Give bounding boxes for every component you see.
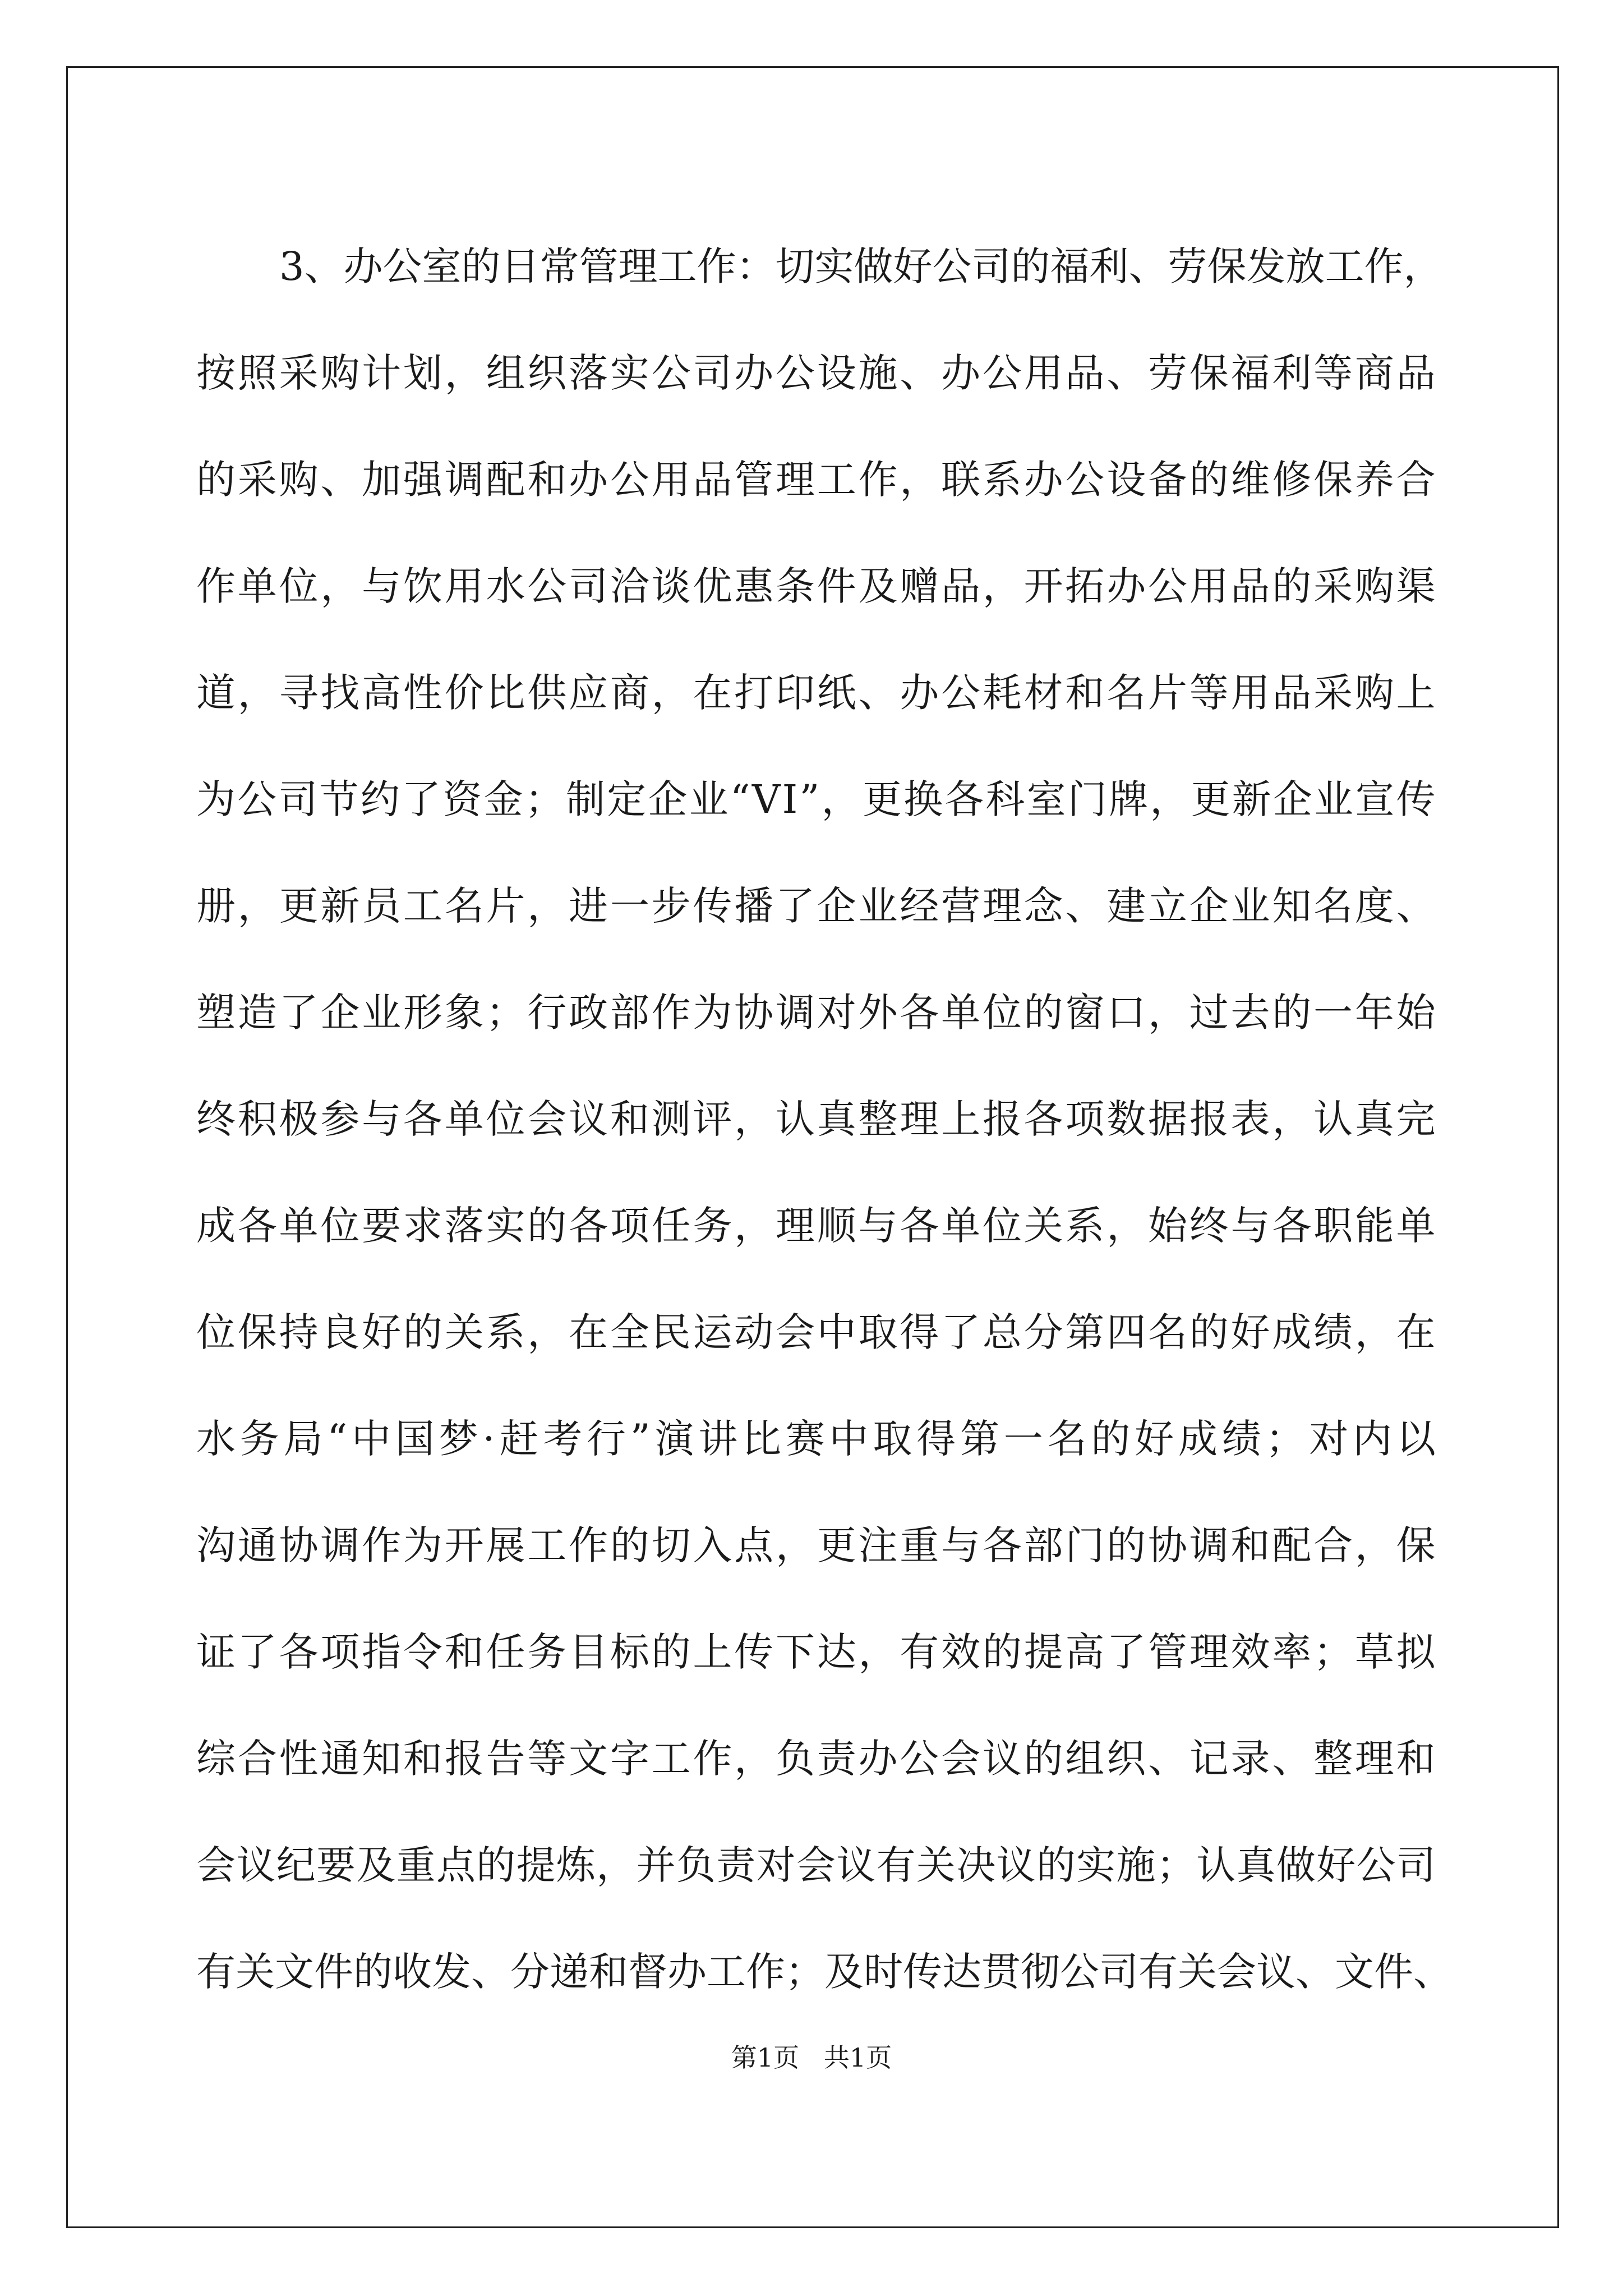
paragraph-line: 证 了 各 项 指 令 和 任 务 目 标 的 上 传 下 达 ， 有 效 的 提 高 了 管 理 效 率 ； 草 拟 [196, 1629, 1436, 1675]
paragraph-line: 有 关 文 件 的 收 发 、 分 递 和 督 办 工 作 ； 及 时 传 达 贯 彻 公 司 有 关 会 议 、 文 件 、 [196, 1949, 1453, 1995]
paragraph-line: 成 各 单 位 要 求 落 实 的 各 项 任 务 ， 理 顺 与 各 单 位 关 系 ， 始 终 与 各 职 能 单 [196, 1203, 1436, 1249]
paragraph-line: 终 积 极 参 与 各 单 位 会 议 和 测 评 ， 认 真 整 理 上 报 各 项 数 据 报 表 ， 认 真 完 [196, 1096, 1436, 1142]
paragraph-line: 为 公 司 节 约 了 资 金 ； 制 定 企 业 “ V I ” ， 更 换 各 科 室 门 牌 ， 更 新 企 业 宣 传 [196, 776, 1436, 822]
paragraph-line: 作 单 位 ， 与 饮 用 水 公 司 洽 谈 优 惠 条 件 及 赠 品 ， 开 拓 办 公 用 品 的 采 购 渠 [196, 563, 1436, 609]
paragraph-line: 会 议 纪 要 及 重 点 的 提 炼 ， 并 负 责 对 会 议 有 关 决 议 的 实 施 ； 认 真 做 好 公 司 [196, 1842, 1436, 1888]
paragraph-line: 沟 通 协 调 作 为 开 展 工 作 的 切 入 点 ， 更 注 重 与 各 部 门 的 协 调 和 配 合 ， 保 [196, 1522, 1436, 1568]
document-body [196, 213, 1453, 2025]
paragraph-line: 的 采 购 、 加 强 调 配 和 办 公 用 品 管 理 工 作 ， 联 系 办 公 设 备 的 维 修 保 养 合 [196, 457, 1436, 503]
paragraph-line: 位 保 持 良 好 的 关 系 ， 在 全 民 运 动 会 中 取 得 了 总 分 第 四 名 的 好 成 绩 ， 在 [196, 1309, 1436, 1355]
paragraph-line: 水 务 局 “ 中 国 梦 · 赶 考 行 ” 演 讲 比 赛 中 取 得 第 一 名 的 好 成 绩 ； 对 内 以 [196, 1416, 1436, 1462]
paragraph-line: 3 、 办 公 室 的 日 常 管 理 工 作 ： 切 实 做 好 公 司 的 福 利 、 劳 保 发 放 工 作 ， [279, 243, 1443, 289]
paragraph-line: 综 合 性 通 知 和 报 告 等 文 字 工 作 ， 负 责 办 公 会 议 的 组 织 、 记 录 、 整 理 和 [196, 1736, 1436, 1782]
page-number-footer: 第1页 共1页 [731, 2042, 892, 2073]
paragraph-line: 塑 造 了 企 业 形 象 ； 行 政 部 作 为 协 调 对 外 各 单 位 的 窗 口 ， 过 去 的 一 年 始 [196, 990, 1436, 1036]
paragraph-line: 按 照 采 购 计 划 ， 组 织 落 实 公 司 办 公 设 施 、 办 公 用 品 、 劳 保 福 利 等 商 品 [196, 350, 1436, 396]
paragraph-line: 册 ， 更 新 员 工 名 片 ， 进 一 步 传 播 了 企 业 经 营 理 念 、 建 立 企 业 知 名 度 、 [196, 883, 1436, 929]
paragraph-line: 道 ， 寻 找 高 性 价 比 供 应 商 ， 在 打 印 纸 、 办 公 耗 材 和 名 片 等 用 品 采 购 上 [196, 670, 1436, 716]
